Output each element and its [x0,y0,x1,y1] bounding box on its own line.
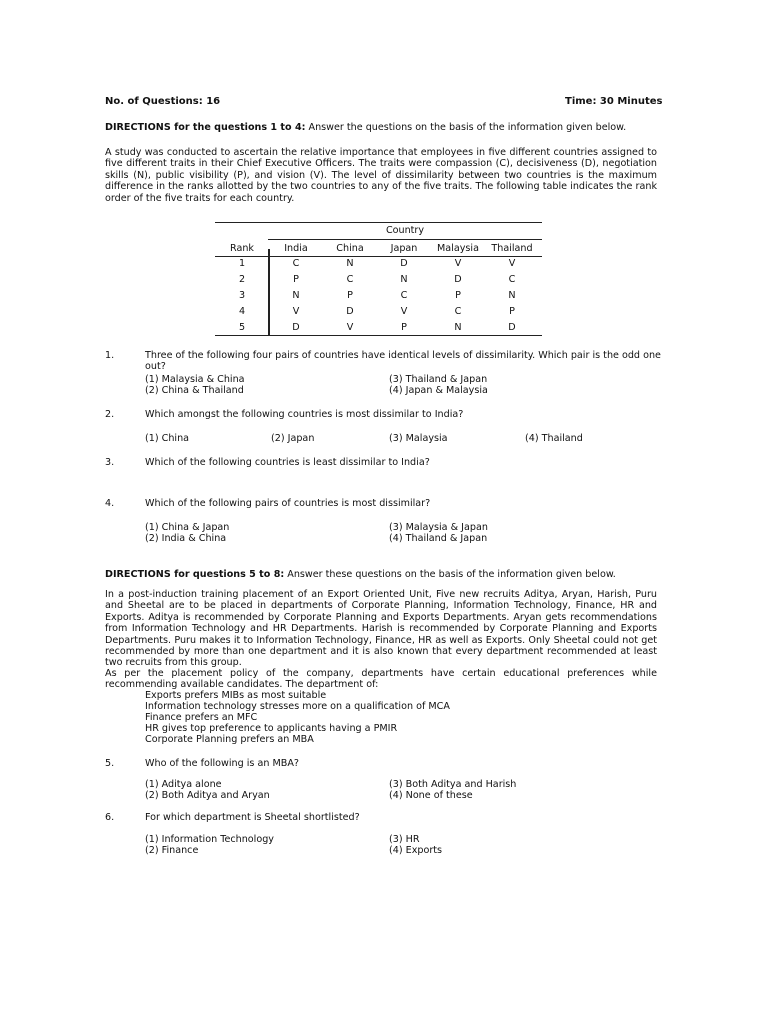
question-1-number: 1. [105,350,115,361]
question-1-text: Three of the following four pairs of countries have identical levels of dissimilarity. Which pair is the odd one out? [145,350,661,373]
table-cell: P [293,274,299,285]
rank-table [215,222,542,336]
question-5-option-2: (2) Both Aditya and Aryan [145,790,270,801]
table-cell: C [508,274,516,285]
question-1-option-3: (3) Thailand & Japan [389,374,488,385]
table-cell: D [508,322,516,333]
question-6-option-2: (2) Finance [145,845,199,856]
passage-3: As per the placement policy of the company, departments have certain educational preferences while recommending available candidates. The department of: [105,668,657,691]
table-cell: P [455,290,461,301]
question-4-option-4: (4) Thailand & Japan [389,533,488,544]
question-2-option-2: (2) Japan [271,433,315,444]
table-cell: 5 [238,322,246,333]
table-cell: D [346,306,354,317]
preference-item: Corporate Planning prefers an MBA [145,734,314,745]
table-cell: 4 [238,306,246,317]
table-cell: V [508,258,516,269]
question-5-option-3: (3) Both Aditya and Harish [389,779,517,790]
col-header-india: India [284,243,308,254]
passage-2: In a post-induction training placement of an Export Oriented Unit, Five new recruits Aditya, Aryan, Harish, Puru and Sheetal are to be placed in departments of Corporate Planning, Information Technology, Finance, HR and Exports. Aditya is recommended by Corporate Planning and Exports Departments. Aryan gets recommendations from Information Technology and HR Departments. Harish is recommended by Corporate Planning and Exports Departments. Puru makes it to Information Technology, Finance, HR as well as Exports. Only Sheetal could not get recommended by more than one department and it is also known that every department recommended at least two recruits from this group. [105,589,657,669]
time-limit: Time: 30 Minutes [565,96,663,107]
table-cell: V [400,306,408,317]
country-rule [268,239,542,240]
directions-1-text: Answer the questions on the basis of the information given below. [305,122,627,133]
table-cell: D [400,258,408,269]
question-5-number: 5. [105,758,115,769]
preference-item: Exports prefers MIBs as most suitable [145,690,327,701]
table-cell: V [346,322,354,333]
table-cell: 1 [238,258,246,269]
question-6-text: For which department is Sheetal shortlisted? [145,812,360,823]
question-4-number: 4. [105,498,115,509]
table-cell: D [292,322,300,333]
table-cell: N [400,274,408,285]
directions-1-heading: DIRECTIONS for the questions 1 to 4: [105,122,306,133]
question-2-text: Which amongst the following countries is most dissimilar to India? [145,409,464,420]
question-4-option-3: (3) Malaysia & Japan [389,522,488,533]
table-cell: N [508,290,516,301]
table-cell: N [346,258,354,269]
question-2-option-3: (3) Malaysia [389,433,448,444]
preference-item: Finance prefers an MFC [145,712,258,723]
table-cell: C [400,290,408,301]
table-cell: P [401,322,407,333]
question-2-option-4: (4) Thailand [525,433,583,444]
col-header-malaysia: Malaysia [437,243,479,254]
table-cell: N [292,290,300,301]
col-header-japan: Japan [390,243,418,254]
question-2-option-1: (1) China [145,433,190,444]
question-6-option-3: (3) HR [389,834,420,845]
directions-1 [105,122,657,133]
table-bottom-rule [215,335,542,336]
question-1-option-1: (1) Malaysia & China [145,374,245,385]
question-1-option-2: (2) China & Thailand [145,385,244,396]
directions-2-text: Answer these questions on the basis of the information given below. [284,569,616,580]
question-5-option-4: (4) None of these [389,790,473,801]
table-cell: N [454,322,462,333]
preference-item: Information technology stresses more on a qualification of MCA [145,701,450,712]
passage-1: A study was conducted to ascertain the relative importance that employees in five different countries assigned to five different traits in their Chief Executive Officers. The traits were compassion (C), decisiveness (D), negotiation skills (N), public visibility (P), and vision (V). The level of dissimilarity between two countries is the maximum difference in the ranks allotted by the two countries to any of the five traits. The following table indicates the rank order of the five traits for each country. [105,147,657,204]
table-cell: 2 [238,274,246,285]
rank-divider [268,249,270,335]
col-header-rank: Rank [230,243,254,254]
table-cell: V [454,258,462,269]
table-cell: C [346,274,354,285]
table-cell: P [509,306,515,317]
table-cell: C [292,258,300,269]
question-4-text: Which of the following pairs of countries is most dissimilar? [145,498,431,509]
table-top-rule [215,222,542,223]
question-6-number: 6. [105,812,115,823]
directions-2 [105,569,657,580]
col-header-thailand: Thailand [491,243,533,254]
questions-count: No. of Questions: 16 [105,96,221,107]
question-3-text: Which of the following countries is least dissimilar to India? [145,457,430,468]
table-cell: D [454,274,462,285]
question-5-text: Who of the following is an MBA? [145,758,299,769]
col-header-china: China [336,243,364,254]
preference-item: HR gives top preference to applicants having a PMIR [145,723,398,734]
question-4-option-1: (1) China & Japan [145,522,230,533]
table-cell: C [454,306,462,317]
question-3-number: 3. [105,457,115,468]
question-6-option-4: (4) Exports [389,845,443,856]
question-4-option-2: (2) India & China [145,533,227,544]
header-rule [215,256,542,257]
question-6-option-1: (1) Information Technology [145,834,274,845]
question-1-option-4: (4) Japan & Malaysia [389,385,488,396]
question-5-option-1: (1) Aditya alone [145,779,222,790]
directions-2-heading: DIRECTIONS for questions 5 to 8: [105,569,285,580]
question-2-number: 2. [105,409,115,420]
table-cell: 3 [238,290,246,301]
country-header: Country [385,225,425,236]
table-cell: V [292,306,300,317]
table-cell: P [347,290,353,301]
